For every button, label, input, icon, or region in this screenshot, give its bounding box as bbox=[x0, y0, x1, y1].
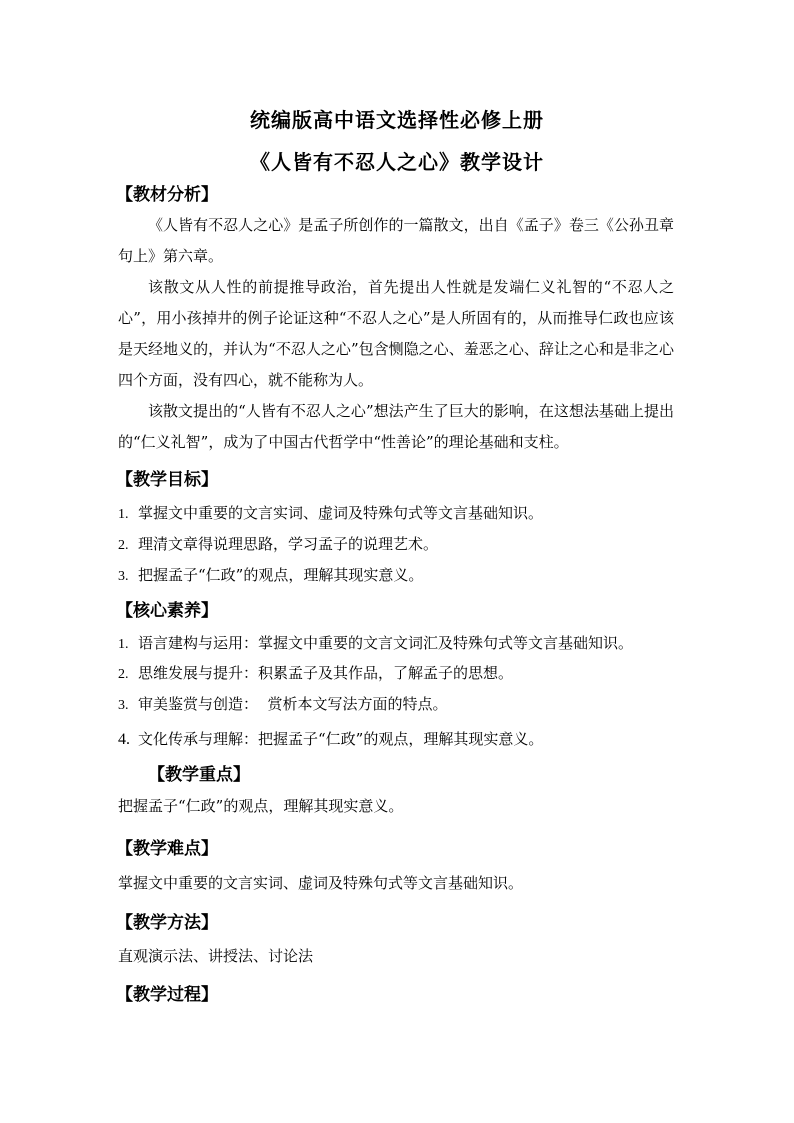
literacy-text: 语言建构与运用：掌握文中重要的文言文词汇及特殊句式等文言基础知识。 bbox=[138, 634, 634, 652]
goal-number: 3. bbox=[118, 569, 129, 584]
literacy-text: 思维发展与提升：积累孟子及其作品，了解孟子的思想。 bbox=[138, 664, 514, 682]
analysis-paragraph-1: 《人皆有不忍人之心》是孟子所创作的一篇散文，出自《孟子》卷三《公孙丑章句上》第六章。 bbox=[118, 216, 674, 265]
section-heading-difficulty: 【教学难点】 bbox=[116, 839, 218, 859]
literacy-text: 文化传承与理解：把握孟子“仁政”的观点，理解其现实意义。 bbox=[138, 730, 544, 748]
literacy-number: 4. bbox=[118, 731, 130, 748]
goal-item bbox=[118, 564, 423, 585]
difficulty-text: 掌握文中重要的文言实词、虚词及特殊句式等文言基础知识。 bbox=[118, 874, 524, 892]
literacy-item bbox=[118, 693, 448, 714]
document-title-line1: 统编版高中语文选择性必修上册 bbox=[250, 108, 544, 132]
section-heading-analysis: 【教材分析】 bbox=[116, 185, 218, 205]
goal-text: 把握孟子“仁政”的观点，理解其现实意义。 bbox=[138, 566, 424, 584]
literacy-item bbox=[118, 662, 513, 683]
goal-item bbox=[118, 502, 543, 523]
literacy-number: 2. bbox=[118, 667, 129, 682]
goal-item bbox=[118, 533, 438, 554]
section-heading-goals: 【教学目标】 bbox=[116, 470, 218, 490]
literacy-item bbox=[118, 728, 543, 749]
goal-text: 理清文章得说理思路，学习孟子的说理艺术。 bbox=[138, 535, 439, 553]
literacy-item bbox=[118, 632, 633, 653]
literacy-number: 3. bbox=[118, 698, 129, 713]
section-heading-key-point: 【教学重点】 bbox=[148, 765, 250, 785]
section-heading-literacy: 【核心素养】 bbox=[116, 601, 218, 621]
document-title-line2: 《人皆有不忍人之心》教学设计 bbox=[250, 150, 544, 174]
literacy-number: 1. bbox=[118, 637, 129, 652]
methods-text: 直观演示法、讲授法、讨论法 bbox=[118, 947, 314, 965]
key-point-text: 把握孟子“仁政”的观点，理解其现实意义。 bbox=[118, 797, 404, 815]
section-heading-methods: 【教学方法】 bbox=[116, 913, 218, 933]
analysis-paragraph-3: 该散文提出的“人皆有不忍人之心”想法产生了巨大的影响，在这想法基础上提出的“仁义礼智”，成为了中国古代哲学中“性善论”的理论基础和支柱。 bbox=[118, 402, 674, 451]
section-heading-process: 【教学过程】 bbox=[116, 985, 218, 1005]
goal-number: 1. bbox=[118, 507, 129, 522]
goal-number: 2. bbox=[118, 538, 129, 553]
goal-text: 掌握文中重要的文言实词、虚词及特殊句式等文言基础知识。 bbox=[138, 504, 544, 522]
literacy-text: 审美鉴赏与创造： 赏析本文写法方面的特点。 bbox=[138, 695, 448, 713]
analysis-paragraph-2: 该散文从人性的前提推导政治，首先提出人性就是发端仁义礼智的“不忍人之心”，用小孩掉井的例子论证这种“不忍人之心”是人所固有的，从而推导仁政也应该是天经地义的，并认为“不忍人之心”包含恻隐之心、羞恶之心、辞让之心和是非之心四个方面，没有四心，就不能称为人。 bbox=[118, 278, 674, 389]
